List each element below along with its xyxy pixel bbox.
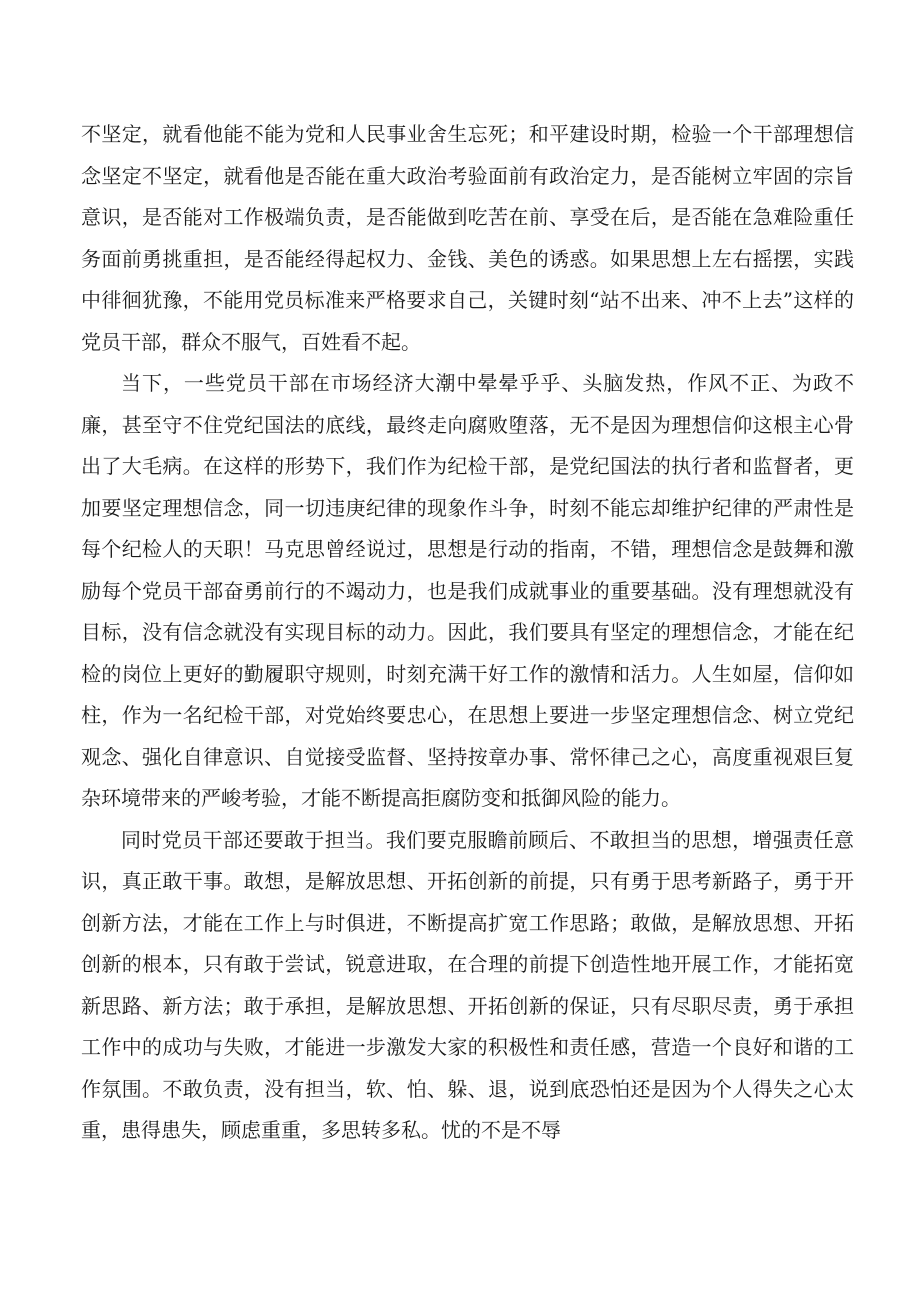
paragraph-taking-responsibility: 同时党员干部还要敢于担当。我们要克服瞻前顾后、不敢担当的思想，增强责任意识，真正敢干事。敢想，是解放思想、开拓创新的前提，只有勇于思考新路子，勇于开创新方法，才能在工作上与时俱进，不断提高扩宽工作思路；敢做，是解放思想、开拓创新的根本，只有敢于尝试，锐意进取，在合理的前提下创造性地开展工作，才能拓宽新思路、新方法；敢于承担，是解放思想、开拓创新的保证，只有尽职尽责，勇于承担工作中的成功与失败，才能进一步激发大家的积极性和责任感，营造一个良好和谐的工作氛围。不敢负责，没有担当，软、怕、躲、退，说到底恐怕还是因为个人得失之心太重，患得患失，顾虑重重，多思转多私。忧的不是不辱 (81, 827, 854, 1142)
paragraph-ideals-and-discipline: 当下，一些党员干部在市场经济大潮中晕晕乎乎、头脑发热，作风不正、为政不廉，甚至守不住党纪国法的底线，最终走向腐败堕落，无不是因为理想信仰这根主心骨出了大毛病。在这样的形势下，我们作为纪检干部，是党纪国法的执行者和监督者，更加要坚定理想信念，同一切违庚纪律的现象作斗争，时刻不能忘却维护纪律的严肃性是每个纪检人的天职！马克思曾经说过，思想是行动的指南，不错，理想信念是鼓舞和激励每个党员干部奋勇前行的不竭动力，也是我们成就事业的重要基础。没有理想就没有目标，没有信念就没有实现目标的动力。因此，我们要具有坚定的理想信念，才能在纪检的岗位上更好的勤履职守规则，时刻充满干好工作的激情和活力。人生如屋，信仰如柱，作为一名纪检干部，对党始终要忠心，在思想上要进一步坚定理想信念、树立党纪观念、强化自律意识、自觉接受监督、坚持按章办事、常怀律己之心，高度重视艰巨复杂环境带来的严峻考验，才能不断提高拒腐防变和抵御风险的能力。 (81, 371, 854, 810)
paragraph-continuation: 不坚定，就看他能不能为党和人民事业舍生忘死；和平建设时期，检验一个干部理想信念坚定不坚定，就看他是否能在重大政治考验面前有政治定力，是否能树立牢固的宗旨意识，是否能对工作极端负责，是否能做到吃苦在前、享受在后，是否能在急难险重任务面前勇挑重担，是否能经得起权力、金钱、美色的诱惑。如果思想上左右摇摆，实践中徘徊犹豫，不能用党员标准来严格要求自己，关键时刻“站不出来、冲不上去”这样的党员干部，群众不服气，百姓看不起。 (81, 122, 854, 354)
